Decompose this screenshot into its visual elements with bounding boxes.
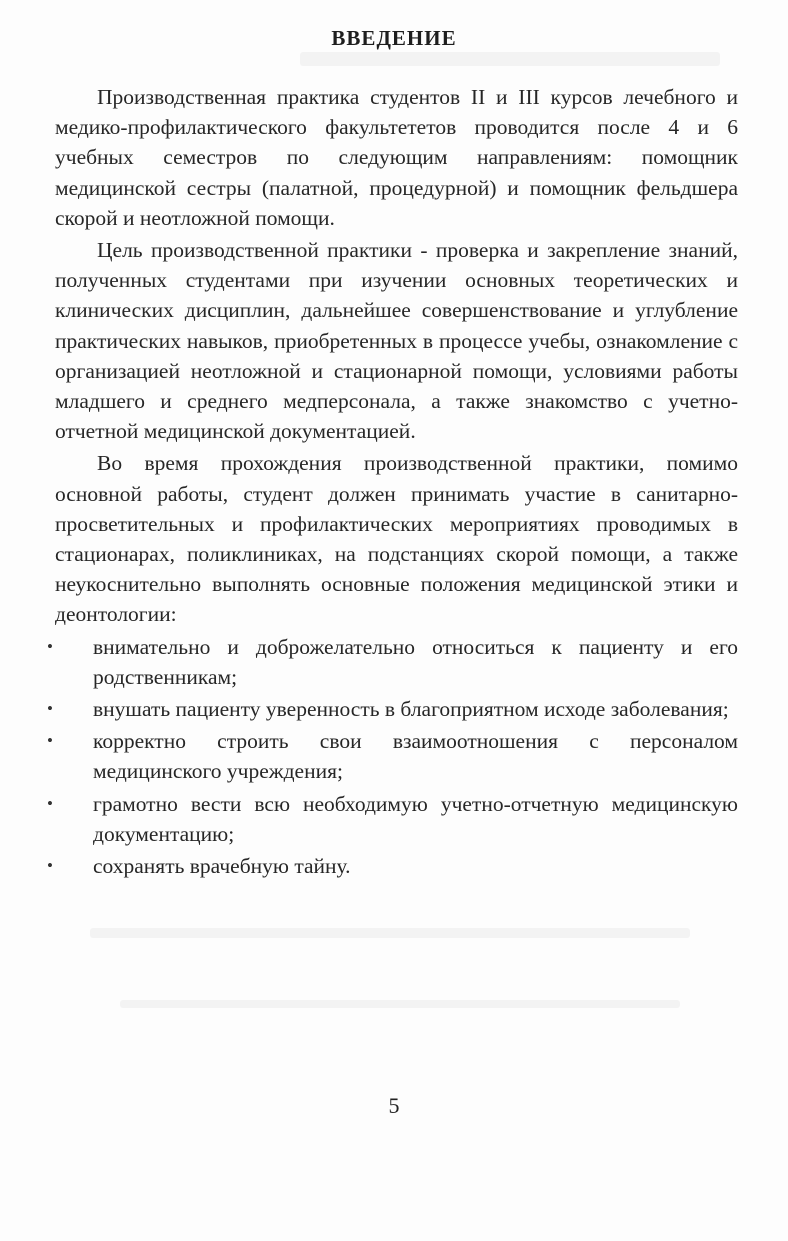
show-through-shadow bbox=[300, 52, 720, 66]
list-item bbox=[47, 726, 738, 786]
bullet-icon: • bbox=[47, 731, 53, 751]
main-text bbox=[47, 82, 738, 883]
paragraph: Во время прохождения производственной практики, помимо основной работы, студент должен принимать участие в санитарно-просветительных и профилактических мероприятиях проводимых в стационарах, поликлиниках, на подстанциях скорой помощи, а также неукоснительно выполнять основные положения медицинской этики и деонтологии: bbox=[55, 451, 738, 627]
list-item-text: грамотно вести всю необходимую учетно-отчетную медицинскую документацию; bbox=[93, 791, 738, 846]
list-item-text: сохранять врачебную тайну. bbox=[93, 854, 351, 879]
show-through-shadow bbox=[120, 1000, 680, 1008]
page-title: ВВЕДЕНИЕ bbox=[331, 26, 457, 50]
bullet-icon: • bbox=[47, 856, 53, 876]
bullet-icon: • bbox=[47, 636, 53, 656]
bullet-list bbox=[47, 632, 738, 882]
bullet-icon: • bbox=[47, 699, 53, 719]
list-item-text: корректно строить свои взаимоотношения с персоналом медицинского учреждения; bbox=[93, 729, 738, 784]
list-item-text: внимательно и доброжелательно относиться к пациенту и его родственникам; bbox=[93, 634, 738, 689]
paragraph: Цель производственной практики - проверка и закрепление знаний, полученных студентами при изучении основных теоретических и клинических дисциплин, дальнейшее совершенствование и углубление практических навыков, приобретенных в процессе учебы, ознакомление с организацией неотложной и стационарной помощи, условиями работы младшего и среднего медперсонала, а также знакомство с учетно-отчетной медицинской документацией. bbox=[55, 238, 738, 444]
list-item bbox=[47, 789, 738, 849]
show-through-shadow bbox=[90, 928, 690, 938]
page-number: 5 bbox=[388, 1093, 400, 1118]
list-item-text: внушать пациенту уверенность в благоприятном исходе заболевания; bbox=[93, 697, 729, 722]
paragraph: Производственная практика студентов II и III курсов лечебного и медико-профилактического факультететов проводится после 4 и 6 учебных семестров по следующим направлениям: помощник медицинской сестры (палатной, процедурной) и помощник фельдшера скорой и неотложной помощи. bbox=[55, 85, 738, 230]
bullet-icon: • bbox=[47, 793, 53, 813]
list-item bbox=[47, 851, 738, 881]
list-item bbox=[47, 694, 738, 724]
list-item bbox=[47, 632, 738, 692]
